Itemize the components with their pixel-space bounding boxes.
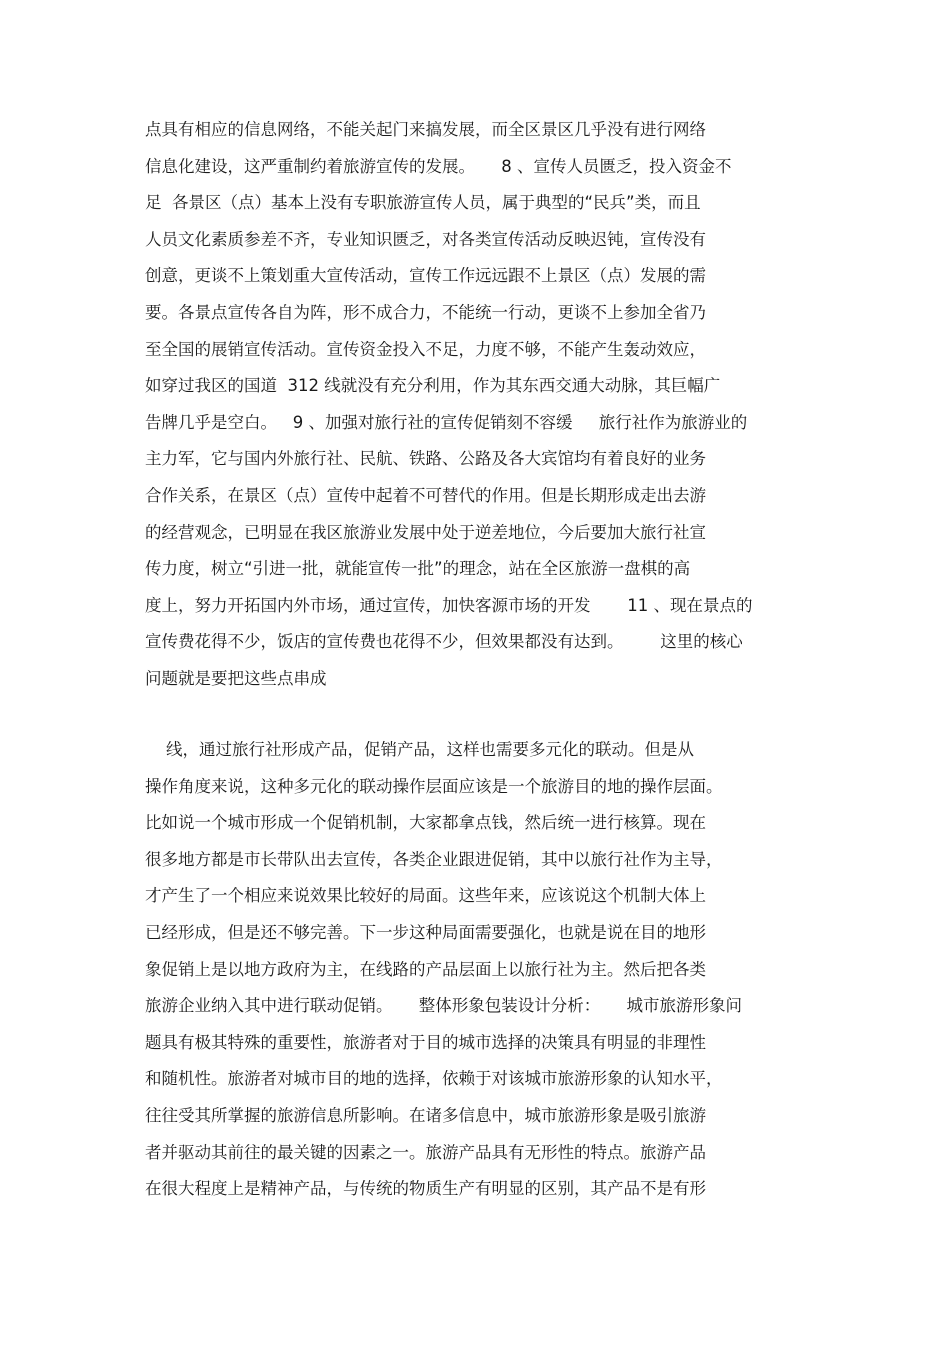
paragraph-1	[145, 112, 825, 698]
text-line: 在很大程度上是精神产品，与传统的物质生产有明显的区别，其产品不是有形	[145, 1179, 706, 1199]
text-line: 操作角度来说，这种多元化的联动操作层面应该是一个旅游目的地的操作层面。	[145, 776, 723, 796]
text-line: 已经形成，但是还不够完善。下一步这种局面需要强化，也就是说在目的地形	[145, 922, 706, 942]
text-line: 的经营观念，已明显在我区旅游业发展中处于逆差地位，今后要加大旅行社宣	[145, 522, 706, 542]
text-line: 宣传费花得不少，饭店的宣传费也花得不少，但效果都没有达到。 这里的核心	[145, 632, 743, 652]
text-line: 才产生了一个相应来说效果比较好的局面。这些年来，应该说这个机制大体上	[145, 886, 706, 906]
text-line: 和随机性。旅游者对城市目的地的选择，依赖于对该城市旅游形象的认知水平，	[145, 1069, 723, 1089]
text-line: 度上，努力开拓国内外市场，通过宣传，加快客源市场的开发 11 、现在景点的	[145, 595, 753, 615]
text-line: 点具有相应的信息网络，不能关起门来搞发展，而全区景区几乎没有进行网络	[145, 120, 706, 139]
text-line: 往往受其所掌握的旅游信息所影响。在诸多信息中，城市旅游形象是吸引旅游	[145, 1105, 706, 1125]
text-line: 线，通过旅行社形成产品，促销产品，这样也需要多元化的联动。但是从	[145, 740, 694, 759]
text-line: 题具有极其特殊的重要性，旅游者对于目的城市选择的决策具有明显的非理性	[145, 1032, 706, 1052]
text-line: 如穿过我区的国道 312 线就没有充分利用，作为其东西交通大动脉，其巨幅广	[145, 376, 721, 396]
text-line: 人员文化素质参差不齐，专业知识匮乏，对各类宣传活动反映迟钝，宣传没有	[145, 229, 706, 249]
text-line: 主力军，它与国内外旅行社、民航、铁路、公路及各大宾馆均有着良好的业务	[145, 449, 706, 469]
text-line: 比如说一个城市形成一个促销机制，大家都拿点钱，然后统一进行核算。现在	[145, 813, 706, 833]
text-line: 信息化建设，这严重制约着旅游宣传的发展。 8 、宣传人员匮乏，投入资金不	[145, 156, 732, 176]
text-line: 象促销上是以地方政府为主，在线路的产品层面上以旅行社为主。然后把各类	[145, 959, 706, 979]
text-line: 很多地方都是市长带队出去宣传，各类企业跟进促销，其中以旅行社作为主导，	[145, 849, 723, 869]
text-line: 要。各景点宣传各自为阵，形不成合力，不能统一行动，更谈不上参加全省乃	[145, 302, 706, 322]
text-line: 至全国的展销宣传活动。宣传资金投入不足，力度不够，不能产生轰动效应，	[145, 339, 706, 359]
text-line: 告牌几乎是空白。 9 、加强对旅行社的宣传促销刻不容缓 旅行社作为旅游业的	[145, 412, 748, 432]
text-line: 合作关系，在景区（点）宣传中起着不可替代的作用。但是长期形成走出去游	[145, 485, 706, 505]
paragraph-2	[145, 732, 825, 1208]
text-line: 足 各景区（点）基本上没有专职旅游宣传人员，属于典型的“民兵”类，而且	[145, 193, 701, 213]
text-line: 创意，更谈不上策划重大宣传活动，宣传工作远远跟不上景区（点）发展的需	[145, 266, 706, 286]
text-line: 旅游企业纳入其中进行联动促销。 整体形象包装设计分析： 城市旅游形象问	[145, 996, 742, 1016]
text-line: 问题就是要把这些点串成	[145, 668, 327, 688]
text-line: 者并驱动其前往的最关键的因素之一。旅游产品具有无形性的特点。旅游产品	[145, 1142, 706, 1162]
text-line: 传力度，树立“引进一批，就能宣传一批”的理念，站在全区旅游一盘棋的高	[145, 559, 691, 579]
